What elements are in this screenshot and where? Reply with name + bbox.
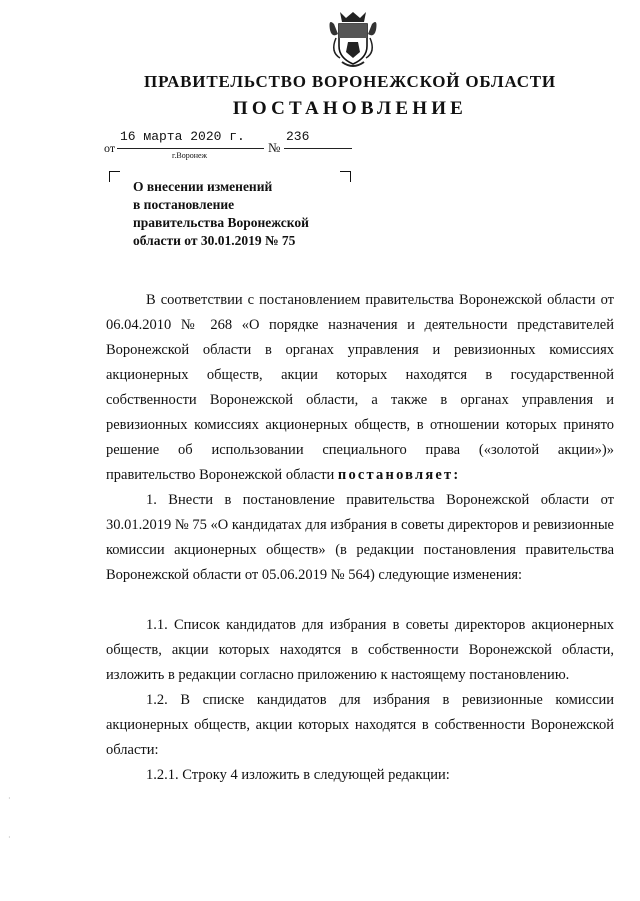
- preamble-paragraph: [106, 288, 614, 488]
- subject-line: в постановление: [133, 197, 235, 212]
- city-label: г.Воронеж: [172, 151, 208, 160]
- scan-dot: ·: [8, 794, 11, 803]
- clause-1: 1. Внести в постановление правительства Воронежской области от 30.01.2019 № 75 «О кандидатах для избрания в советы директоров и ревизионные комиссии акционерных обществ» (в редакции постановления правительства Воронежской области от 05.06.2019 № 564) следующие изменения:: [106, 492, 614, 583]
- date-underline: [117, 148, 264, 149]
- subject-bracket-left: [109, 171, 120, 182]
- number-sign-label: №: [268, 140, 281, 155]
- document-type-title: ПОСТАНОВЛЕНИЕ: [232, 98, 468, 119]
- subject-line: области от 30.01.2019 № 75: [133, 233, 296, 248]
- clause-1-2: 1.2. В списке кандидатов для избрания в ревизионные комиссии акционерных обществ, акции которых находятся в собственности Воронежской области:: [106, 692, 614, 758]
- subject-line: О внесении изменений: [133, 179, 273, 194]
- government-title: ПРАВИТЕЛЬСТВО ВОРОНЕЖСКОЙ ОБЛАСТИ: [144, 72, 556, 91]
- date-prefix-label: от: [104, 141, 116, 155]
- document-subject: [133, 178, 363, 250]
- clause-1-2-1: 1.2.1. Строку 4 изложить в следующей редакции:: [146, 767, 450, 783]
- coat-of-arms-icon: [326, 8, 380, 70]
- clause-1-1: 1.1. Список кандидатов для избрания в советы директоров акционерных обществ, акции которых находятся в собственности Воронежской области, изложить в редакции согласно приложению к настоящему постановлению.: [106, 617, 614, 683]
- number-underline: [284, 148, 352, 149]
- subject-line: правительства Воронежской: [133, 215, 309, 230]
- scan-dot: ·: [8, 833, 11, 842]
- document-number: 236: [286, 129, 310, 144]
- decree-word: постановляет:: [337, 467, 461, 483]
- preamble-text: В соответствии с постановлением правительства Воронежской области от 06.04.2010 № 268 «О порядке назначения и деятельности представителей Воронежской области в органах управления и ревизионных комиссиях акционерных обществ, акции которых находятся в государственной собственности Воронежской области, а также в органах управления и ревизионных комиссиях акционерных обществ, в отношении которых принято решение об использовании специального права («золотой акции»)» правительство Воронежской области: [106, 292, 614, 483]
- document-date: 16 марта 2020 г.: [120, 129, 245, 144]
